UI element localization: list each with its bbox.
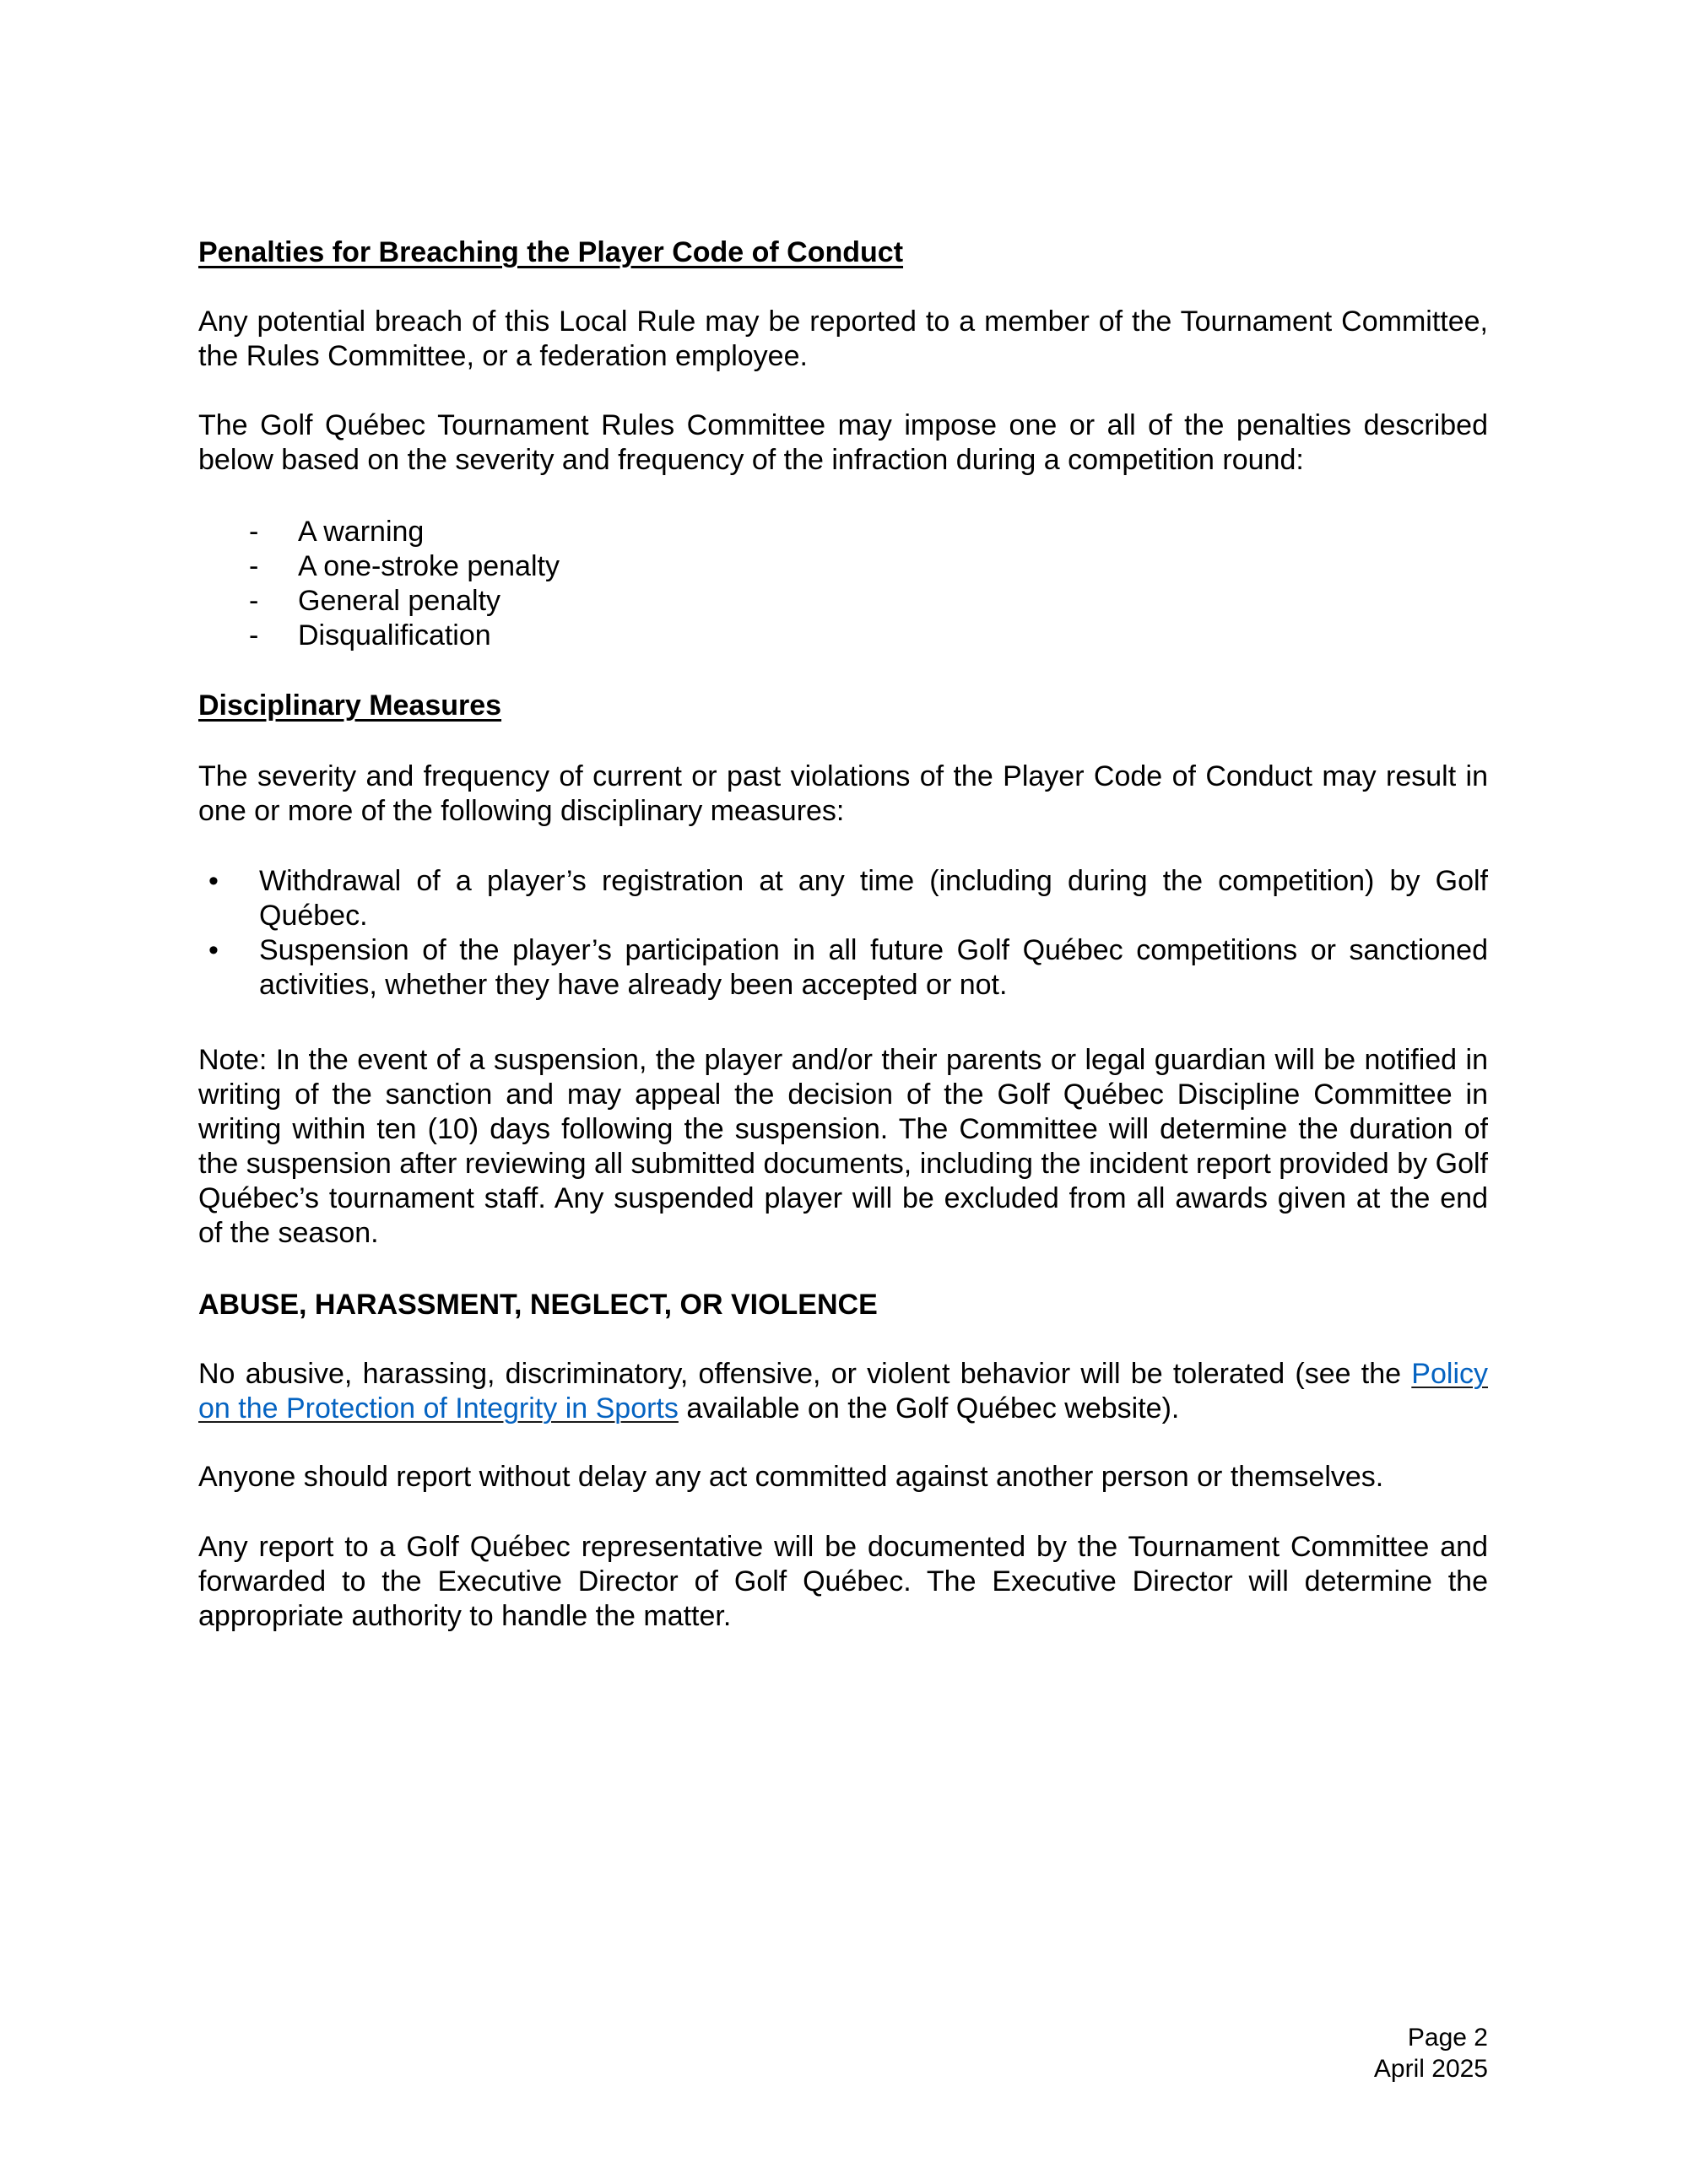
penalty-disqualification: Disqualification <box>298 619 491 651</box>
no-abuse-text-after: available on the Golf Québec website). <box>678 1392 1180 1424</box>
dash-marker-icon: - <box>249 550 259 582</box>
page-footer <box>1374 2022 1488 2084</box>
list-item <box>198 549 1488 584</box>
list-item <box>198 515 1488 549</box>
penalty-one-stroke: A one-stroke penalty <box>298 550 560 582</box>
penalties-list <box>198 515 1488 653</box>
paragraph-no-abuse <box>198 1357 1488 1426</box>
list-item <box>198 619 1488 653</box>
paragraph-penalties-intro: The Golf Québec Tournament Rules Committee may impose one or all of the penalties described below based on the severity and frequency of the infraction during a competition round: <box>198 409 1488 476</box>
section-heading-disciplinary: Disciplinary Measures <box>198 689 502 722</box>
penalty-warning: A warning <box>298 516 425 548</box>
paragraph-disciplinary-intro: The severity and frequency of current or past violations of the Player Code of Conduct may result in one or more of the following disciplinary measures: <box>198 760 1488 827</box>
dash-marker-icon: - <box>249 619 259 651</box>
dash-marker-icon: - <box>249 516 259 548</box>
no-abuse-text-before: No abusive, harassing, discriminatory, offensive, or violent behavior will be tolerated (see the <box>198 1358 1412 1390</box>
bullet-icon: • <box>208 865 219 897</box>
disciplinary-measures-list <box>198 864 1488 1003</box>
page-number: Page 2 <box>1407 2024 1488 2052</box>
section-heading-abuse: ABUSE, HARASSMENT, NEGLECT, OR VIOLENCE <box>198 1289 878 1321</box>
dash-marker-icon: - <box>249 585 259 617</box>
paragraph-report-without-delay: Anyone should report without delay any act committed against another person or themselves. <box>198 1461 1384 1493</box>
paragraph-suspension-note: Note: In the event of a suspension, the player and/or their parents or legal guardian will be notified in writing of the sanction and may appeal the decision of the Golf Québec Discipline Committee in writing within ten (10) days following the suspension. The Committee will determine the duration of the suspension after reviewing all submitted documents, including the incident report provided by Golf Québec’s tournament staff. Any suspended player will be excluded from all awards given at the end of the season. <box>198 1044 1488 1249</box>
list-item <box>198 584 1488 619</box>
section-heading-penalties: Penalties for Breaching the Player Code of Conduct <box>198 236 904 268</box>
list-item <box>198 933 1488 1003</box>
paragraph-report-breach: Any potential breach of this Local Rule may be reported to a member of the Tournament Committee, the Rules Committee, or a federation employee. <box>198 305 1488 372</box>
measure-suspension: Suspension of the player’s participation in all future Golf Québec competitions or sanctioned activities, whether they have already been accepted or not. <box>259 934 1488 1001</box>
bullet-icon: • <box>208 934 219 966</box>
integrity-policy-link[interactable]: Policy on the Protection of Integrity in Sports <box>198 1358 1488 1424</box>
paragraph-report-forwarding: Any report to a Golf Québec representative will be documented by the Tournament Committee and forwarded to the Executive Director of Golf Québec. The Executive Director will determine the appropriate authority to handle the matter. <box>198 1531 1488 1632</box>
document-date: April 2025 <box>1373 2055 1488 2083</box>
measure-withdrawal: Withdrawal of a player’s registration at any time (including during the competition) by Golf Québec. <box>259 865 1488 932</box>
list-item <box>198 864 1488 933</box>
penalty-general: General penalty <box>298 585 501 617</box>
